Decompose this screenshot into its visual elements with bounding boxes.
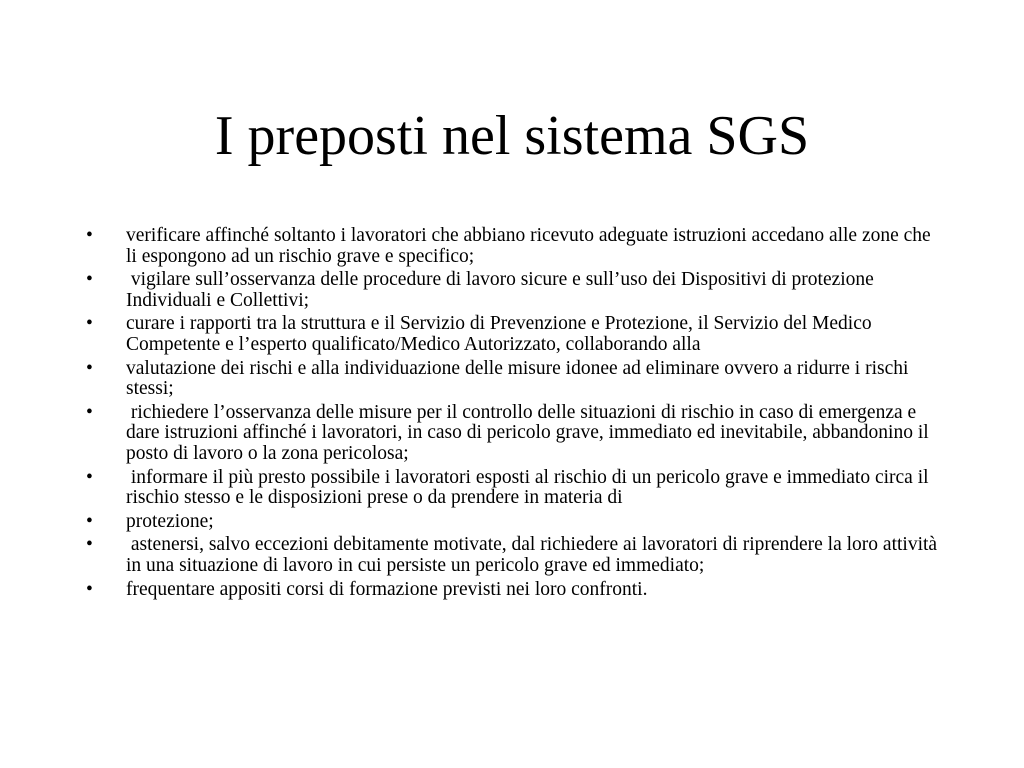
- list-item: [86, 403, 946, 465]
- bullet-text: frequentare appositi corsi di formazione previsti nei loro confronti.: [126, 578, 648, 600]
- list-item: [86, 512, 946, 533]
- slide-title: I preposti nel sistema SGS: [214, 105, 810, 167]
- bullet-text: richiedere l’osservanza delle misure per il controllo delle situazioni di rischio in caso di emergenza e dare istruzioni affinché i lavoratori, in caso di pericolo grave, immediato ed inevitabile, abbandonino il posto di lavoro o la zona pericolosa;: [126, 401, 934, 464]
- bullet-text: informare il più presto possibile i lavoratori esposti al rischio di un pericolo grave e immediato circa il rischio stesso e le disposizioni prese o da prendere in materia di: [126, 466, 934, 509]
- list-item: [86, 226, 946, 267]
- bullet-text: verificare affinché soltanto i lavoratori che abbiano ricevuto adeguate istruzioni accedano alle zone che li espongono ad un rischio grave e specifico;: [126, 225, 936, 267]
- bullet-list: [86, 226, 946, 603]
- list-item: [86, 580, 946, 601]
- bullet-text: curare i rapporti tra la struttura e il Servizio di Prevenzione e Protezione, il Servizio del Medico Competente e l’esperto qualificato/Medico Autorizzato, collaborando alla: [126, 313, 877, 355]
- bullet-text: astenersi, salvo eccezioni debitamente motivate, dal richiedere ai lavoratori di riprendere la loro attività in una situazione di lavoro in cui persiste un pericolo grave ed immediato;: [126, 534, 942, 576]
- bullet-text: valutazione dei rischi e alla individuazione delle misure idonee ad eliminare ovvero a ridurre i rischi stessi;: [126, 357, 914, 400]
- bullet-text: protezione;: [126, 510, 214, 532]
- bullet-icon: •: [86, 269, 93, 291]
- bullet-icon: •: [86, 357, 93, 379]
- bullet-icon: •: [86, 313, 93, 335]
- list-item: [86, 535, 946, 576]
- list-item: [86, 359, 946, 400]
- list-item: [86, 468, 946, 509]
- bullet-icon: •: [86, 225, 93, 246]
- bullet-icon: •: [86, 466, 93, 488]
- bullet-icon: •: [86, 401, 93, 423]
- list-item: [86, 314, 946, 355]
- bullet-icon: •: [86, 534, 93, 556]
- bullet-icon: •: [86, 510, 93, 532]
- bullet-icon: •: [86, 578, 93, 600]
- bullet-text: vigilare sull’osservanza delle procedure di lavoro sicure e sull’uso dei Dispositivi di protezione Individuali e Collettivi;: [126, 269, 879, 311]
- list-item: [86, 270, 946, 311]
